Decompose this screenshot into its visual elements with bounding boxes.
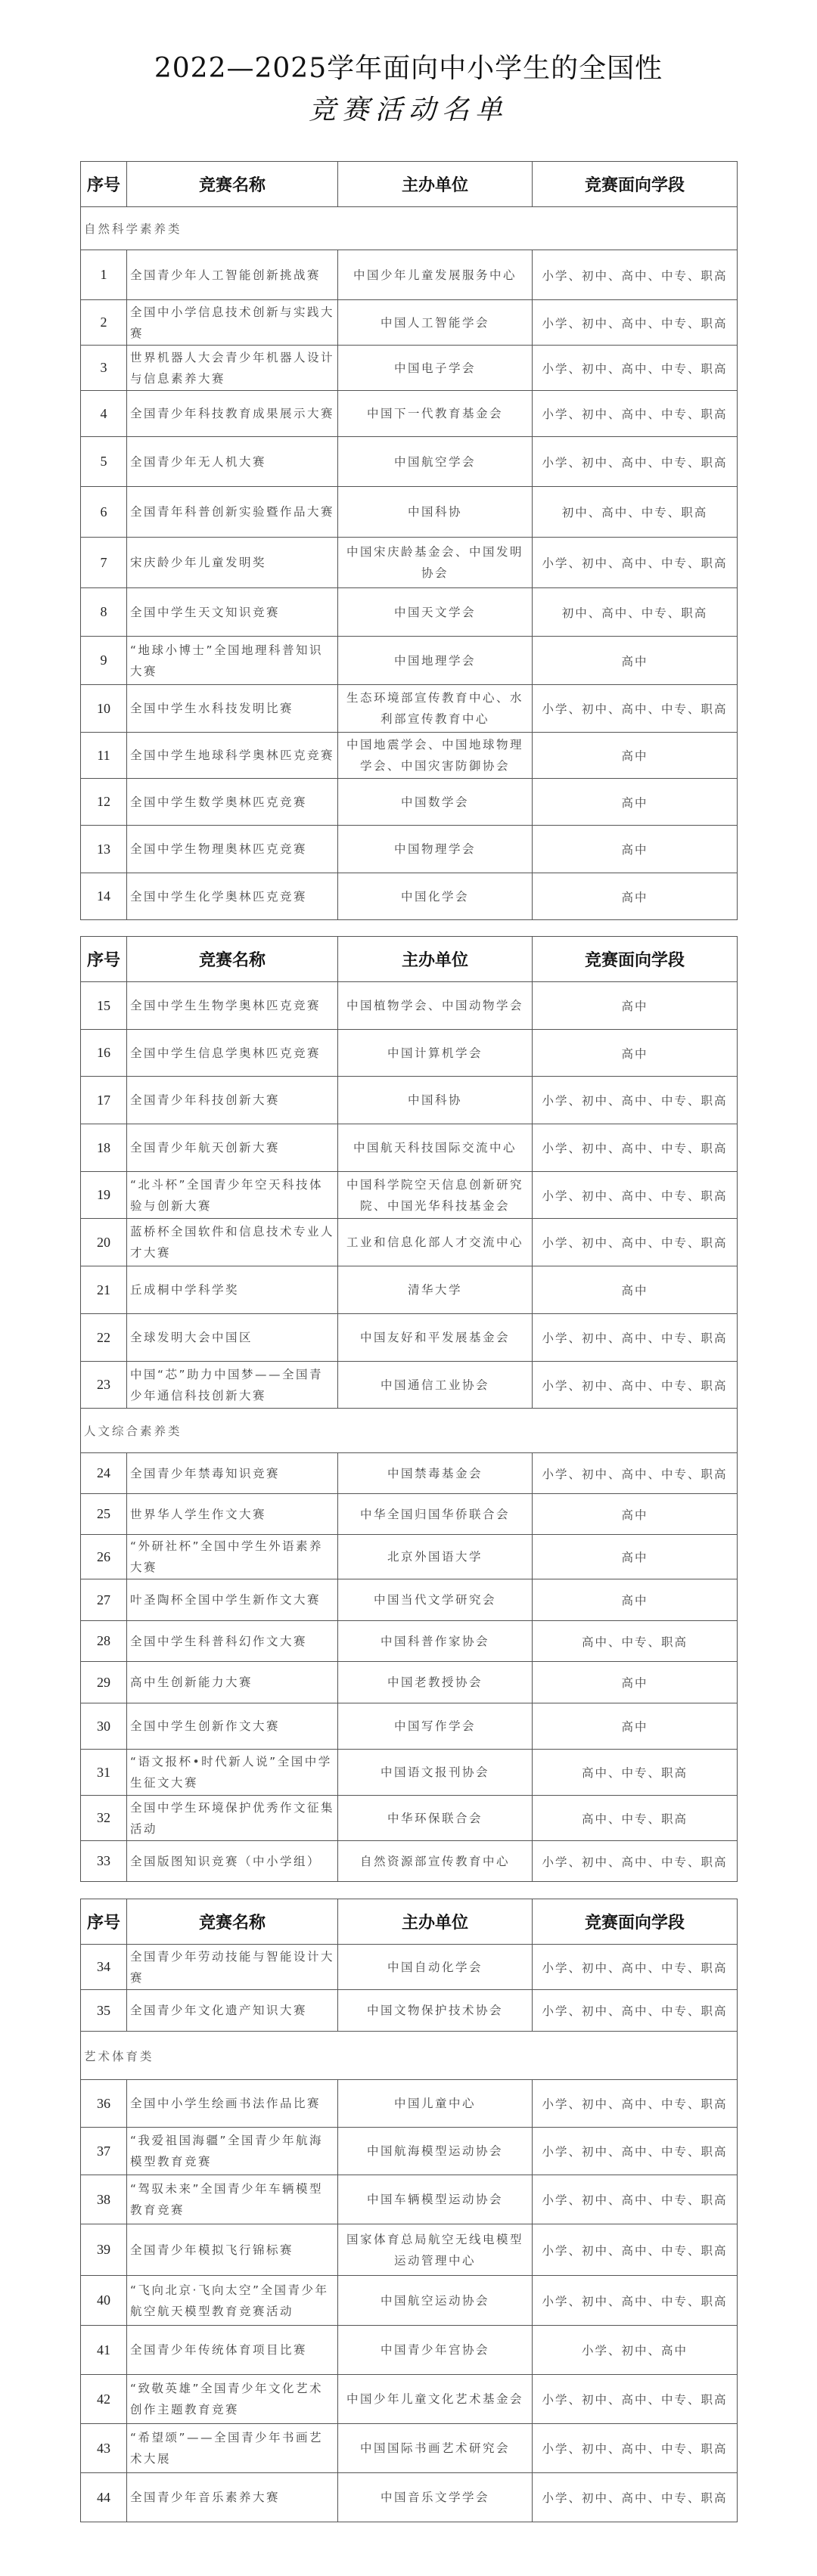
table-row [81, 1362, 738, 1409]
table-row [81, 2375, 738, 2424]
document-title-line-1: 2022—2025学年面向中小学生的全国性 [154, 53, 663, 84]
competition-name: “致敬英雄”全国青少年文化艺术创作主题教育竞赛 [127, 2375, 338, 2424]
table-row [81, 685, 738, 733]
target-stage: 小学、初中、高中、中专、职高 [533, 1841, 738, 1882]
competition-name: 全国中学生物理奥林匹克竞赛 [127, 826, 338, 873]
table-header-row [81, 937, 738, 982]
table-row [81, 1535, 738, 1579]
organizer-name: 中国航空运动协会 [338, 2276, 533, 2326]
competition-table-page-1 [80, 161, 738, 920]
target-stage: 小学、初中、高中、中专、职高 [533, 2424, 738, 2473]
target-stage: 小学、初中、高中、中专、职高 [533, 346, 738, 391]
row-number: 10 [81, 685, 127, 733]
organizer-name: 中国少年儿童文化艺术基金会 [338, 2375, 533, 2424]
target-stage: 高中 [533, 1494, 738, 1535]
header-no: 序号 [81, 162, 127, 207]
organizer-name: 中国航海模型运动协会 [338, 2128, 533, 2175]
target-stage: 小学、初中、高中、中专、职高 [533, 250, 738, 300]
organizer-name: 中国科协 [338, 487, 533, 538]
competition-name: 叶圣陶杯全国中学生新作文大赛 [127, 1579, 338, 1621]
table-row [81, 487, 738, 538]
organizer-name: 生态环境部宣传教育中心、水利部宣传教育中心 [338, 685, 533, 733]
organizer-name: 中国禁毒基金会 [338, 1453, 533, 1494]
organizer-name: 中国友好和平发展基金会 [338, 1314, 533, 1362]
row-number: 24 [81, 1453, 127, 1494]
target-stage: 小学、初中、高中、中专、职高 [533, 685, 738, 733]
competition-name: 全国中小学生绘画书法作品比赛 [127, 2080, 338, 2128]
competition-name: “驾驭未来”全国青少年车辆模型教育竞赛 [127, 2175, 338, 2224]
target-stage: 小学、初中、高中、中专、职高 [533, 1124, 738, 1172]
target-stage: 高中 [533, 779, 738, 826]
organizer-name: 中国计算机学会 [338, 1030, 533, 1077]
row-number: 33 [81, 1841, 127, 1882]
table-row [81, 637, 738, 685]
organizer-name: 中国通信工业协会 [338, 1362, 533, 1409]
target-stage: 高中 [533, 1266, 738, 1314]
target-stage: 小学、初中、高中、中专、职高 [533, 2375, 738, 2424]
table-row [81, 1077, 738, 1124]
table-row [81, 1621, 738, 1662]
competition-name: 全国青少年人工智能创新挑战赛 [127, 250, 338, 300]
target-stage: 小学、初中、高中、中专、职高 [533, 1945, 738, 1990]
target-stage: 高中 [533, 1703, 738, 1750]
organizer-name: 中国自动化学会 [338, 1945, 533, 1990]
row-number: 25 [81, 1494, 127, 1535]
table-row [81, 1172, 738, 1219]
row-number: 1 [81, 250, 127, 300]
table-row [81, 1314, 738, 1362]
document-title-line-2: 竞赛活动名单 [308, 95, 508, 126]
row-number: 40 [81, 2276, 127, 2326]
organizer-name: 中华环保联合会 [338, 1796, 533, 1841]
table-row [81, 1662, 738, 1703]
table-row [81, 2326, 738, 2375]
organizer-name: 中国航空学会 [338, 437, 533, 487]
header-name: 竞赛名称 [127, 1899, 338, 1945]
target-stage: 小学、初中、高中、中专、职高 [533, 391, 738, 437]
row-number: 11 [81, 733, 127, 779]
organizer-name: 国家体育总局航空无线电模型运动管理中心 [338, 2224, 533, 2276]
table-row [81, 1453, 738, 1494]
table-row [81, 733, 738, 779]
row-number: 7 [81, 538, 127, 588]
organizer-name: 中国宋庆龄基金会、中国发明协会 [338, 538, 533, 588]
header-no: 序号 [81, 1899, 127, 1945]
header-no: 序号 [81, 937, 127, 982]
competition-name: 全国中学生地球科学奥林匹克竞赛 [127, 733, 338, 779]
target-stage: 小学、初中、高中、中专、职高 [533, 2080, 738, 2128]
row-number: 39 [81, 2224, 127, 2276]
organizer-name: 中国植物学会、中国动物学会 [338, 982, 533, 1030]
competition-name: “飞向北京·飞向太空”全国青少年航空航天模型教育竞赛活动 [127, 2276, 338, 2326]
row-number: 36 [81, 2080, 127, 2128]
competition-table-page-3 [80, 1899, 738, 2522]
table-row [81, 1494, 738, 1535]
table-row [81, 1219, 738, 1266]
competition-name: 世界华人学生作文大赛 [127, 1494, 338, 1535]
row-number: 12 [81, 779, 127, 826]
target-stage: 小学、初中、高中、中专、职高 [533, 1314, 738, 1362]
competition-name: “地球小博士”全国地理科普知识大赛 [127, 637, 338, 685]
target-stage: 小学、初中、高中、中专、职高 [533, 1362, 738, 1409]
row-number: 8 [81, 588, 127, 637]
table-row [81, 779, 738, 826]
table-row [81, 437, 738, 487]
competition-name: 全国中学生生物学奥林匹克竞赛 [127, 982, 338, 1030]
target-stage: 小学、初中、高中、中专、职高 [533, 2276, 738, 2326]
row-number: 35 [81, 1990, 127, 2032]
organizer-name: 中国数学会 [338, 779, 533, 826]
competition-table-page-2 [80, 936, 738, 1882]
row-number: 19 [81, 1172, 127, 1219]
row-number: 26 [81, 1535, 127, 1579]
header-organizer: 主办单位 [338, 937, 533, 982]
competition-name: 全国中学生数学奥林匹克竞赛 [127, 779, 338, 826]
row-number: 31 [81, 1750, 127, 1796]
organizer-name: 中国物理学会 [338, 826, 533, 873]
row-number: 28 [81, 1621, 127, 1662]
table-row [81, 2224, 738, 2276]
category-row-science [81, 207, 738, 250]
target-stage: 小学、初中、高中 [533, 2326, 738, 2375]
category-label: 艺术体育类 [81, 2032, 738, 2080]
target-stage: 小学、初中、高中、中专、职高 [533, 2175, 738, 2224]
competition-name: “我爱祖国海疆”全国青少年航海模型教育竞赛 [127, 2128, 338, 2175]
competition-name: 高中生创新能力大赛 [127, 1662, 338, 1703]
organizer-name: 中国化学会 [338, 873, 533, 920]
table-row [81, 826, 738, 873]
organizer-name: 中国少年儿童发展服务中心 [338, 250, 533, 300]
row-number: 2 [81, 300, 127, 346]
organizer-name: 中国地理学会 [338, 637, 533, 685]
competition-name: 全国青少年禁毒知识竞赛 [127, 1453, 338, 1494]
organizer-name: 中华全国归国华侨联合会 [338, 1494, 533, 1535]
row-number: 34 [81, 1945, 127, 1990]
competition-name: 全国青少年模拟飞行锦标赛 [127, 2224, 338, 2276]
competition-name: 中国“芯”助力中国梦——全国青少年通信科技创新大赛 [127, 1362, 338, 1409]
table-row [81, 250, 738, 300]
competition-name: 全国中小学信息技术创新与实践大赛 [127, 300, 338, 346]
header-stage: 竞赛面向学段 [533, 162, 738, 207]
row-number: 21 [81, 1266, 127, 1314]
target-stage: 高中、中专、职高 [533, 1750, 738, 1796]
organizer-name: 中国科普作家协会 [338, 1621, 533, 1662]
competition-name: “语文报杯•时代新人说”全国中学生征文大赛 [127, 1750, 338, 1796]
table-row [81, 1796, 738, 1841]
table-row [81, 1030, 738, 1077]
target-stage: 小学、初中、高中、中专、职高 [533, 2473, 738, 2522]
competition-name: 全国青少年航天创新大赛 [127, 1124, 338, 1172]
target-stage: 高中 [533, 1579, 738, 1621]
organizer-name: 中国地震学会、中国地球物理学会、中国灾害防御协会 [338, 733, 533, 779]
table-row [81, 391, 738, 437]
row-number: 29 [81, 1662, 127, 1703]
row-number: 18 [81, 1124, 127, 1172]
competition-name: 全国青少年传统体育项目比赛 [127, 2326, 338, 2375]
organizer-name: 中国人工智能学会 [338, 300, 533, 346]
row-number: 41 [81, 2326, 127, 2375]
competition-name: 全国青少年无人机大赛 [127, 437, 338, 487]
table-row [81, 538, 738, 588]
target-stage: 小学、初中、高中、中专、职高 [533, 538, 738, 588]
target-stage: 小学、初中、高中、中专、职高 [533, 2224, 738, 2276]
target-stage: 初中、高中、中专、职高 [533, 487, 738, 538]
row-number: 3 [81, 346, 127, 391]
organizer-name: 北京外国语大学 [338, 1535, 533, 1579]
organizer-name: 中国科学院空天信息创新研究院、中国光华科技基金会 [338, 1172, 533, 1219]
organizer-name: 中国文物保护技术协会 [338, 1990, 533, 2032]
competition-name: 全国中学生环境保护优秀作文征集活动 [127, 1796, 338, 1841]
target-stage: 小学、初中、高中、中专、职高 [533, 1172, 738, 1219]
target-stage: 高中、中专、职高 [533, 1796, 738, 1841]
table-row [81, 873, 738, 920]
row-number: 17 [81, 1077, 127, 1124]
competition-name: 世界机器人大会青少年机器人设计与信息素养大赛 [127, 346, 338, 391]
target-stage: 小学、初中、高中、中专、职高 [533, 2128, 738, 2175]
organizer-name: 中国下一代教育基金会 [338, 391, 533, 437]
table-row [81, 2175, 738, 2224]
competition-name: 宋庆龄少年儿童发明奖 [127, 538, 338, 588]
target-stage: 高中 [533, 826, 738, 873]
target-stage: 小学、初中、高中、中专、职高 [533, 1077, 738, 1124]
target-stage: 高中 [533, 982, 738, 1030]
competition-name: 全国青少年科技教育成果展示大赛 [127, 391, 338, 437]
organizer-name: 中国航天科技国际交流中心 [338, 1124, 533, 1172]
organizer-name: 中国语文报刊协会 [338, 1750, 533, 1796]
table-row [81, 1945, 738, 1990]
category-label: 人文综合素养类 [81, 1409, 738, 1453]
target-stage: 初中、高中、中专、职高 [533, 588, 738, 637]
table-row [81, 2424, 738, 2473]
table-row [81, 346, 738, 391]
table-row [81, 1990, 738, 2032]
table-row [81, 1579, 738, 1621]
competition-name: “北斗杯”全国青少年空天科技体验与创新大赛 [127, 1172, 338, 1219]
organizer-name: 自然资源部宣传教育中心 [338, 1841, 533, 1882]
competition-name: 全国青少年科技创新大赛 [127, 1077, 338, 1124]
row-number: 43 [81, 2424, 127, 2473]
table-row [81, 982, 738, 1030]
target-stage: 高中 [533, 637, 738, 685]
target-stage: 高中 [533, 1535, 738, 1579]
organizer-name: 中国天文学会 [338, 588, 533, 637]
organizer-name: 中国写作学会 [338, 1703, 533, 1750]
target-stage: 高中 [533, 1030, 738, 1077]
table-row [81, 2276, 738, 2326]
row-number: 14 [81, 873, 127, 920]
header-organizer: 主办单位 [338, 162, 533, 207]
target-stage: 小学、初中、高中、中专、职高 [533, 300, 738, 346]
row-number: 30 [81, 1703, 127, 1750]
competition-name: “希望颂”——全国青少年书画艺术大展 [127, 2424, 338, 2473]
row-number: 5 [81, 437, 127, 487]
header-organizer: 主办单位 [338, 1899, 533, 1945]
competition-name: 蓝桥杯全国软件和信息技术专业人才大赛 [127, 1219, 338, 1266]
competition-name: 全国中学生天文知识竞赛 [127, 588, 338, 637]
table-row [81, 1266, 738, 1314]
row-number: 32 [81, 1796, 127, 1841]
organizer-name: 中国车辆模型运动协会 [338, 2175, 533, 2224]
category-label: 自然科学素养类 [81, 207, 738, 250]
organizer-name: 中国电子学会 [338, 346, 533, 391]
organizer-name: 清华大学 [338, 1266, 533, 1314]
header-stage: 竞赛面向学段 [533, 937, 738, 982]
header-stage: 竞赛面向学段 [533, 1899, 738, 1945]
row-number: 23 [81, 1362, 127, 1409]
organizer-name: 中国国际书画艺术研究会 [338, 2424, 533, 2473]
competition-name: 全球发明大会中国区 [127, 1314, 338, 1362]
target-stage: 小学、初中、高中、中专、职高 [533, 1990, 738, 2032]
header-name: 竞赛名称 [127, 162, 338, 207]
table-header-row [81, 162, 738, 207]
row-number: 22 [81, 1314, 127, 1362]
competition-name: 全国中学生创新作文大赛 [127, 1703, 338, 1750]
organizer-name: 中国音乐文学学会 [338, 2473, 533, 2522]
organizer-name: 工业和信息化部人才交流中心 [338, 1219, 533, 1266]
row-number: 42 [81, 2375, 127, 2424]
table-header-row [81, 1899, 738, 1945]
table-row [81, 1124, 738, 1172]
organizer-name: 中国科协 [338, 1077, 533, 1124]
table-row [81, 2473, 738, 2522]
row-number: 27 [81, 1579, 127, 1621]
row-number: 13 [81, 826, 127, 873]
row-number: 44 [81, 2473, 127, 2522]
target-stage: 高中 [533, 733, 738, 779]
competition-name: 全国中学生水科技发明比赛 [127, 685, 338, 733]
competition-name: 全国青少年文化遗产知识大赛 [127, 1990, 338, 2032]
table-row [81, 2080, 738, 2128]
competition-name: 全国青年科普创新实验暨作品大赛 [127, 487, 338, 538]
row-number: 38 [81, 2175, 127, 2224]
row-number: 9 [81, 637, 127, 685]
competition-name: 全国版图知识竞赛（中小学组） [127, 1841, 338, 1882]
category-row-humanities [81, 1409, 738, 1453]
header-name: 竞赛名称 [127, 937, 338, 982]
organizer-name: 中国当代文学研究会 [338, 1579, 533, 1621]
row-number: 16 [81, 1030, 127, 1077]
row-number: 20 [81, 1219, 127, 1266]
competition-name: 全国中学生信息学奥林匹克竞赛 [127, 1030, 338, 1077]
category-row-arts-sports [81, 2032, 738, 2080]
row-number: 15 [81, 982, 127, 1030]
competition-name: 丘成桐中学科学奖 [127, 1266, 338, 1314]
organizer-name: 中国儿童中心 [338, 2080, 533, 2128]
table-row [81, 2128, 738, 2175]
competition-name: 全国青少年劳动技能与智能设计大赛 [127, 1945, 338, 1990]
table-row [81, 588, 738, 637]
table-row [81, 1750, 738, 1796]
competition-name: 全国青少年音乐素养大赛 [127, 2473, 338, 2522]
target-stage: 高中 [533, 1662, 738, 1703]
table-row [81, 1703, 738, 1750]
target-stage: 高中 [533, 873, 738, 920]
table-row [81, 300, 738, 346]
target-stage: 高中、中专、职高 [533, 1621, 738, 1662]
row-number: 37 [81, 2128, 127, 2175]
competition-name: 全国中学生化学奥林匹克竞赛 [127, 873, 338, 920]
organizer-name: 中国青少年宫协会 [338, 2326, 533, 2375]
competition-name: “外研社杯”全国中学生外语素养大赛 [127, 1535, 338, 1579]
row-number: 6 [81, 487, 127, 538]
row-number: 4 [81, 391, 127, 437]
target-stage: 小学、初中、高中、中专、职高 [533, 1219, 738, 1266]
competition-name: 全国中学生科普科幻作文大赛 [127, 1621, 338, 1662]
organizer-name: 中国老教授协会 [338, 1662, 533, 1703]
target-stage: 小学、初中、高中、中专、职高 [533, 1453, 738, 1494]
target-stage: 小学、初中、高中、中专、职高 [533, 437, 738, 487]
table-row [81, 1841, 738, 1882]
